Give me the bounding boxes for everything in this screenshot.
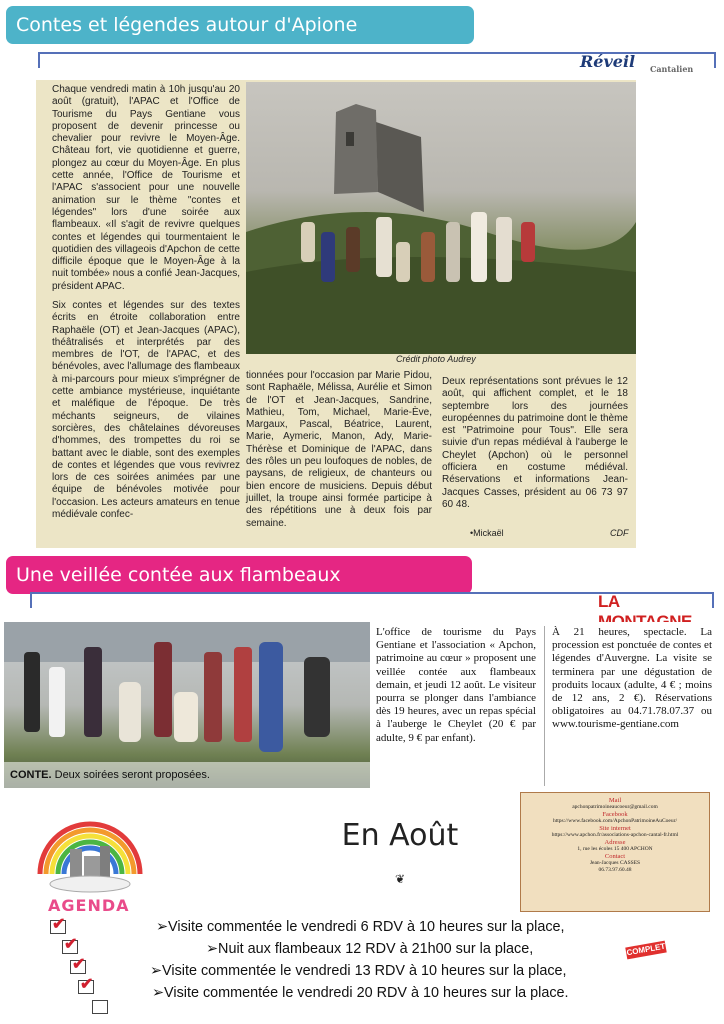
article-column-3: Deux représentations sont prévues le 12 août, qui affichent complet, et le 18 septembre lors des journées européennes du patrimoine dont le thème est "Patrimoine pour Tous". Elle sera suivie d'un repas médiéval à l'auberge le Cheylet (Apchon) où le personnel officiera en costume médiéval. Réservations et informations Jean-Jacques Casses, président au 06 73 97 60 48. — [442, 376, 628, 510]
la-montagne-logo: LA — [598, 592, 620, 611]
event-item: ➢Nuit aux flambeaux 12 RDV à 21h00 sur la place, — [206, 941, 534, 957]
column-divider — [544, 626, 545, 786]
contact-name: Jean-Jacques CASSES — [589, 860, 641, 866]
complet-stamp: COMPLET — [625, 941, 666, 960]
checkmark-icon: ✔ — [64, 936, 78, 953]
reveil-logo — [580, 52, 710, 76]
event-item: ➢Visite commentée le vendredi 20 RDV à 10 heures sur la place. — [152, 985, 569, 1001]
facebook-link[interactable]: https://www.facebook.com/ApchonPatrimoineAuCoeur/ — [553, 818, 677, 824]
veillee-group-photo — [4, 622, 370, 788]
caption-text: Deux soirées seront proposées. — [54, 769, 210, 781]
ornament-icon: ❦ — [394, 872, 406, 886]
reveil-logo-sub: Cantalien — [650, 64, 694, 74]
section-banner-veillee: Une veillée contée aux flambeaux — [6, 556, 472, 594]
caption-label: CONTE. — [10, 769, 52, 781]
agenda-graphic — [30, 804, 150, 1024]
event-item: ➢Visite commentée le vendredi 13 RDV à 10 heures sur la place, — [150, 963, 567, 979]
contact-card — [520, 792, 710, 912]
checkmark-icon: ✔ — [72, 956, 86, 973]
reveil-logo-text: Réveil — [580, 52, 636, 71]
events-list — [140, 916, 680, 1004]
contact-phone: 06.73.97.60.48 — [598, 867, 632, 873]
checkmark-icon: ✔ — [80, 976, 94, 993]
author-signature: •Mickaël — [470, 528, 504, 538]
article2-column-b: À 21 heures, spectacle. La procession est ponctuée de contes et légendes d'Auvergne. La visite se terminera par une dégustation de produits locaux (adulte, 4 € ; moins de 12 ans, 2 €). Réservations obligatoires au 04.71.78.07.37 ou www.tourisme-gentiane.com — [552, 626, 712, 731]
agency-signature: CDF — [610, 528, 629, 538]
checkbox-icon — [92, 1000, 108, 1014]
section-banner-contes: Contes et légendes autour d'Apione — [6, 6, 474, 44]
castle-troupe-photo — [246, 82, 636, 354]
photo-credit: Crédit photo Audrey — [396, 354, 476, 364]
agenda-heading: En Août — [341, 818, 459, 853]
agenda-label: AGENDA — [48, 896, 130, 915]
mail-link[interactable]: apchonpatrimoineaucoeur@gmail.com — [572, 804, 658, 810]
article2-column-a: L'office de tourisme du Pays Gentiane et l'association « Apchon, patrimoine au cœur » proposent une veillée contée aux flambeaux demain, et jeudi 12 août. Le visiteur pourra se plonger dans l'ambiance dès 19 heures, avec un repas spécial à l'auberge le Cheylet (20 € par adulte, 9 € par enfant). — [376, 626, 536, 744]
castle-troupe-illustration — [246, 82, 636, 354]
contact-heading: Contact — [604, 853, 626, 860]
mail-heading: Mail — [608, 797, 622, 804]
article-column-1a: Chaque vendredi matin à 10h jusqu'au 20 août (gratuit), l'APAC et l'Office de Tourisme du Pays Gentiane vous proposent de devenir princesse ou chevalier pour revivre le Moyen-Âge. Château fort, vie quotidienne et guerre, plongez au cœur du Moyen-Âge. En plus cette année, l'Office de Tourisme et l'APAC s'associent pour une nouvelle animation sur le thème "contes et légendes" lors d'une soirée aux flambeaux. «Il s'agit de revivre quelques contes et légendes qui tourmentaient le quotidien des villageois d'Apchon de cette difficile époque que le Moyen-Âge à la nuit tombée» nous a confié Jean-Jacques, président APAC. — [52, 84, 240, 292]
newspaper-clipping-montagne — [4, 622, 716, 802]
facebook-heading: Facebook — [602, 811, 628, 818]
site-heading: Site internet — [599, 825, 631, 832]
newspaper-clipping-reveil — [36, 80, 636, 548]
article-column-2: tionnées pour l'occasion par Marie Pidou, sont Raphaële, Mélissa, Aurélie et Simon de l'OT et Jean-Jacques, Sandrine, Mathieu, Tom, Michael, Marie-Ève, Margaux, Pascal, Béatrice, Laurent, Marie, Aymeric, Manon, Ady, Marie-Thérèse et Dominique de l'APAC, dans des rôles un peu loufoques de nobles, de paysans, de religieux, de chanteurs ou bien encore de musiciens. Depuis début juillet, la troupe ainsi formée participe à des répétitions une à deux fois par semaine. — [246, 370, 432, 529]
adresse-heading: Adresse — [604, 839, 626, 846]
article-column-1b: Six contes et légendes sur des textes écrits en étroite collaboration entre Raphaële (OT) et Jean-Jacques (APAC), théâtralisés et interprétés par des membres de l'OT, de l'APAC, et des bénévoles, avec l'allumage des flambeaux à mi-parcours pour mieux s'imprégner de cette ambiance mystérieuse, inquiétante et maléfique de l'époque. De très méchants seigneurs, de vilaines sorcières, des châtelaines dévoreuses d'hommes, des trompettes du roi se battant avec le diable, sont des exemples de contes et légendes que vous revivrez lors de ces soirées animées par une équipe de bénévoles motivée pour l'occasion. Les acteurs amateurs en tenue médiévale confec- — [52, 300, 240, 521]
checkmark-icon: ✔ — [52, 916, 66, 933]
event-item: ➢Visite commentée le vendredi 6 RDV à 10 heures sur la place, — [156, 919, 565, 935]
site-link[interactable]: https://www.apchon.fr/associations-apchon-cantal-fr.html — [551, 832, 679, 838]
adresse-text: 1, rue les écoles 15 400 APCHON — [577, 846, 653, 852]
photo-caption — [4, 762, 370, 788]
